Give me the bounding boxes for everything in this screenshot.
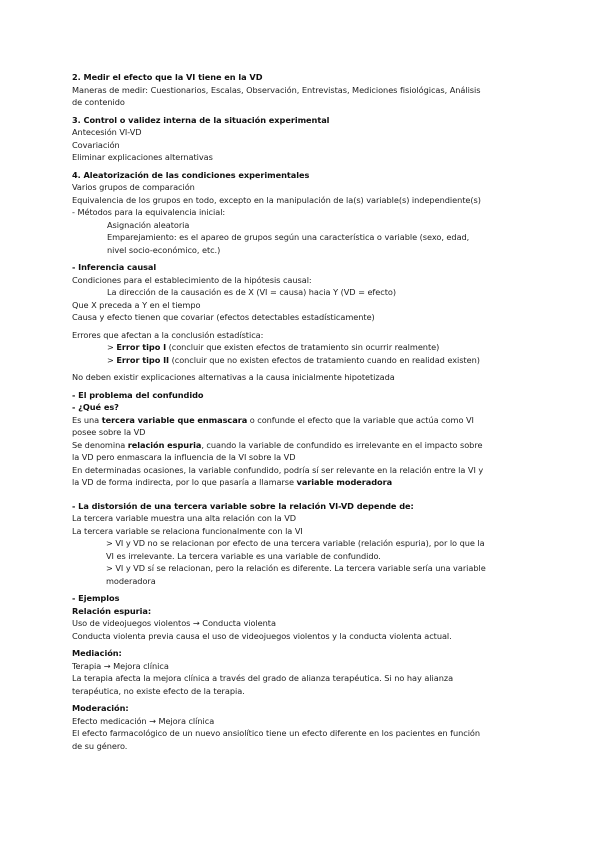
example-moderation-line-2: El efecto farmacológico de un nuevo ansiolítico tiene un efecto diferente en los pacientes en función bbox=[72, 728, 481, 738]
s4-method-2b: nivel socio-económico, etc.) bbox=[107, 244, 221, 255]
s2-line-2: de contenido bbox=[72, 97, 125, 107]
confounder-p1-a: Es una bbox=[72, 414, 102, 425]
s2-line-1: Maneras de medir: Cuestionarios, Escalas, Observación, Entrevistas, Mediciones fisiológicas, Análisis bbox=[72, 84, 481, 95]
confounder-p1-line2: posee sobre la VD bbox=[72, 427, 146, 437]
example-spurious-line-2: Conducta violenta previa causa el uso de videojuegos violentos y la conducta violenta actual. bbox=[72, 630, 452, 641]
s4-line-1: Varios grupos de comparación bbox=[72, 182, 195, 192]
s4-method-2a: Emparejamiento: es el apareo de grupos según una característica o variable (sexo, edad, bbox=[107, 232, 470, 242]
error-type-1-prefix: > bbox=[107, 342, 117, 352]
distortion-bullet-2b: moderadora bbox=[106, 575, 156, 586]
inference-line-1: Condiciones para el establecimiento de la hipótesis causal: bbox=[72, 274, 312, 285]
distortion-bullet-2a: > VI y VD sí se relacionan, pero la relación es diferente. La tercera variable sería una variable bbox=[106, 563, 486, 573]
errors-intro: Errores que afectan a la conclusión estadística: bbox=[72, 329, 264, 340]
errors-note: No deben existir explicaciones alternativas a la causa inicialmente hipotetizada bbox=[72, 372, 395, 382]
distortion-line-1: La tercera variable muestra una alta relación con la VD bbox=[72, 513, 297, 523]
confounder-p2-bold: relación espuria bbox=[127, 439, 202, 450]
confounder-p2-a: Se denomina bbox=[72, 439, 128, 450]
error-type-2-desc: (concluir que no existen efectos de tratamiento cuando en realidad existen) bbox=[169, 354, 480, 365]
error-type-2 bbox=[72, 354, 532, 367]
example-mediation-line-2: La terapia afecta la mejora clínica a través del grado de alianza terapéutica. Si no hay alianza bbox=[72, 673, 454, 683]
inference-line-3: Que X preceda a Y en el tiempo bbox=[72, 299, 201, 310]
distortion-bullet-1b: VI es irrelevante. La tercera variable es una variable de confundido. bbox=[106, 550, 381, 561]
example-mediation-title: Mediación: bbox=[72, 648, 122, 658]
confounder-p3-bold: variable moderadora bbox=[296, 477, 393, 487]
s3-item-1: Antecesión VI-VD bbox=[72, 127, 142, 137]
inference-line-4: Causa y efecto tienen que covariar (efectos detectables estadísticamente) bbox=[72, 312, 375, 322]
example-moderation-title: Moderación: bbox=[72, 703, 129, 713]
example-mediation-line-1: Terapia → Mejora clínica bbox=[72, 660, 169, 671]
confounder-p3-b: la VD de forma indirecta, por lo que pasaría a llamarse bbox=[72, 477, 297, 487]
examples-title: - Ejemplos bbox=[72, 593, 120, 603]
example-moderation-line-3: de su género. bbox=[72, 740, 128, 751]
distortion-title: - La distorsión de una tercera variable sobre la relación VI-VD depende de: bbox=[72, 500, 414, 511]
example-spurious-line-1: Uso de videojuegos violentos → Conducta violenta bbox=[72, 618, 276, 628]
example-moderation-line-1: Efecto medicación → Mejora clínica bbox=[72, 715, 215, 726]
distortion-bullet-1a: > VI y VD no se relacionan por efecto de una tercera variable (relación espuria), por lo que la bbox=[106, 538, 485, 548]
error-type-2-prefix: > bbox=[107, 354, 117, 365]
s4-method-1: Asignación aleatoria bbox=[107, 219, 190, 230]
error-type-2-label: Error tipo II bbox=[116, 354, 170, 365]
confounder-title: - El problema del confundido bbox=[72, 389, 204, 400]
example-spurious-title: Relación espuria: bbox=[72, 605, 152, 616]
s4-line-2: Equivalencia de los grupos en todo, excepto en la manipulación de la(s) variable(s) independiente(s) bbox=[72, 194, 481, 205]
distortion-line-2: La tercera variable se relaciona funcionalmente con la VI bbox=[72, 525, 303, 536]
confounder-p2-c: , cuando la variable de confundido es irrelevante en el impacto sobre bbox=[201, 439, 483, 450]
confounder-p2-line1 bbox=[72, 439, 532, 452]
inference-line-2: La dirección de la causación es de X (VI = causa) hacia Y (VD = efecto) bbox=[107, 287, 396, 297]
error-type-1 bbox=[72, 341, 532, 354]
s3-item-3: Eliminar explicaciones alternativas bbox=[72, 152, 213, 162]
section-3-title: 3. Control o validez interna de la situación experimental bbox=[72, 114, 330, 125]
section-4-title: 4. Aleatorización de las condiciones experimentales bbox=[72, 169, 310, 180]
confounder-question: - ¿Qué es? bbox=[72, 402, 119, 412]
confounder-p1-line1 bbox=[72, 414, 532, 427]
inference-title: - Inferencia causal bbox=[72, 262, 157, 272]
confounder-p1-bold: tercera variable que enmascara bbox=[101, 414, 248, 425]
section-2-title: 2. Medir el efecto que la VI tiene en la VD bbox=[72, 72, 263, 82]
document-page bbox=[72, 71, 532, 752]
example-mediation-line-3: terapéutica, no existe efecto de la terapia. bbox=[72, 685, 245, 696]
s3-item-2: Covariación bbox=[72, 139, 120, 150]
error-type-1-desc: (concluir que existen efectos de tratamiento sin ocurrir realmente) bbox=[166, 342, 440, 352]
error-type-1-label: Error tipo I bbox=[116, 342, 167, 352]
confounder-p1-c: o confunde el efecto que la variable que actúa como VI bbox=[247, 414, 474, 425]
confounder-p3-line2 bbox=[72, 476, 532, 489]
confounder-p2-line2: la VD pero enmascara la influencia de la VI sobre la VD bbox=[72, 452, 296, 462]
s4-line-3: - Métodos para la equivalencia inicial: bbox=[72, 207, 226, 217]
confounder-p3-line1: En determinadas ocasiones, la variable confundido, podría sí ser relevante en la relación entre la VI y bbox=[72, 464, 484, 475]
